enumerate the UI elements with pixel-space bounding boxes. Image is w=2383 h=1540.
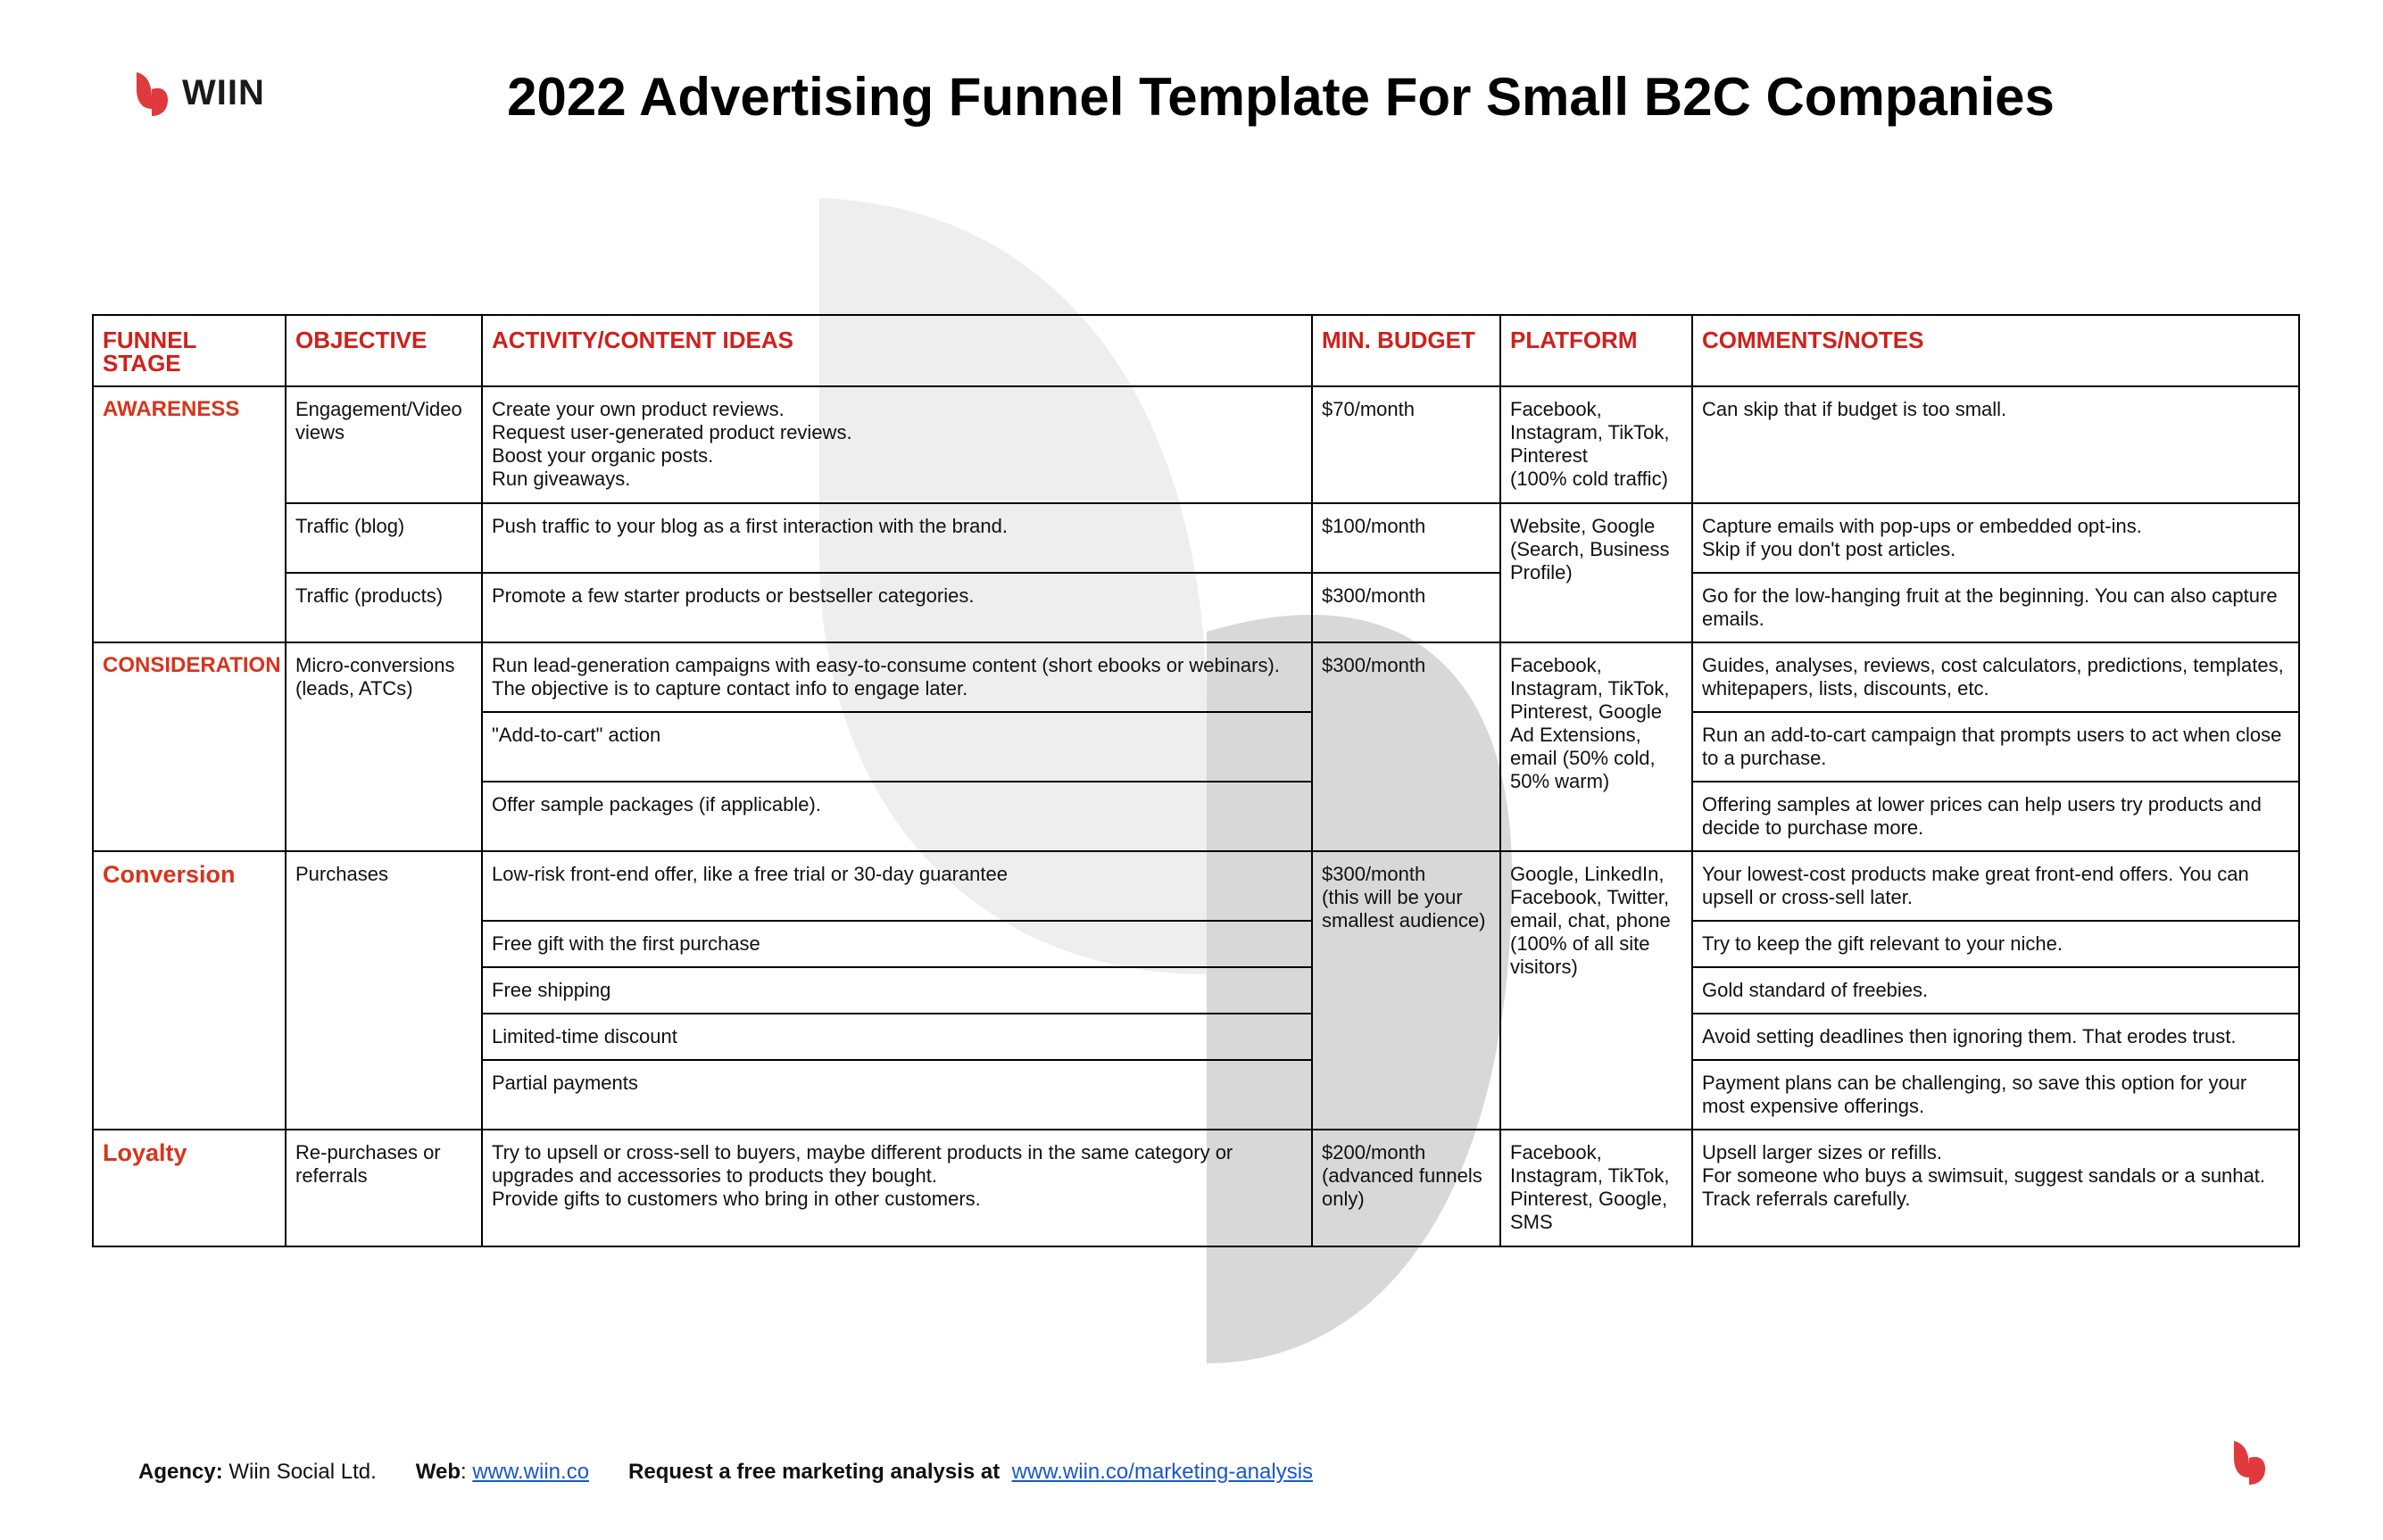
stage-label: CONSIDERATION bbox=[103, 653, 281, 677]
footer-agency: Agency: Wiin Social Ltd. bbox=[138, 1460, 377, 1484]
footer bbox=[138, 1460, 1313, 1485]
budget-cell: $300/month bbox=[1312, 573, 1500, 642]
table-row bbox=[93, 386, 2299, 503]
table-row bbox=[93, 573, 2299, 642]
objective-cell: Traffic (products) bbox=[286, 573, 482, 642]
header-comments: COMMENTS/NOTES bbox=[1692, 315, 2299, 386]
stage-cell-loyalty bbox=[93, 1130, 286, 1246]
stage-label: Loyalty bbox=[103, 1139, 187, 1166]
table-row bbox=[93, 503, 2299, 573]
activity-cell: Low-risk front-end offer, like a free trial or 30-day guarantee bbox=[482, 851, 1312, 921]
activity-cell: Try to upsell or cross-sell to buyers, maybe different products in the same category or upgrades and accessories to products they bought. Provide gifts to customers who bring in other customers. bbox=[482, 1130, 1312, 1246]
platform-cell: Facebook, Instagram, TikTok, Pinterest, Google, SMS bbox=[1500, 1130, 1692, 1246]
stage-label: AWARENESS bbox=[103, 397, 240, 421]
comment-cell: Try to keep the gift relevant to your niche. bbox=[1692, 921, 2299, 967]
comment-cell: Can skip that if budget is too small. bbox=[1692, 386, 2299, 503]
comment-cell: Go for the low-hanging fruit at the beginning. You can also capture emails. bbox=[1692, 573, 2299, 642]
objective-cell: Re-purchases or referrals bbox=[286, 1130, 482, 1246]
table-row bbox=[93, 1130, 2299, 1246]
budget-cell: $300/month (this will be your smallest audience) bbox=[1312, 851, 1500, 1130]
activity-cell: Create your own product reviews. Request user-generated product reviews. Boost your organic posts. Run giveaways. bbox=[482, 386, 1312, 503]
activity-cell: Free shipping bbox=[482, 967, 1312, 1014]
budget-cell: $100/month bbox=[1312, 503, 1500, 573]
activity-cell: "Add-to-cart" action bbox=[482, 712, 1312, 782]
stage-label: Conversion bbox=[103, 861, 236, 888]
objective-cell: Engagement/Video views bbox=[286, 386, 482, 503]
table-header-row bbox=[93, 315, 2299, 386]
wiin-leaf-icon bbox=[2231, 1438, 2267, 1485]
comment-cell: Upsell larger sizes or refills. For someone who buys a swimsuit, suggest sandals or a sunhat. Track referrals carefully. bbox=[1692, 1130, 2299, 1246]
comment-cell: Offering samples at lower prices can help users try products and decide to purchase more. bbox=[1692, 782, 2299, 851]
web-link[interactable]: www.wiin.co bbox=[472, 1460, 590, 1484]
page-title: 2022 Advertising Funnel Template For Small B2C Companies bbox=[507, 67, 2055, 127]
table-row bbox=[93, 642, 2299, 712]
stage-cell-awareness bbox=[93, 386, 286, 642]
table-row bbox=[93, 851, 2299, 921]
funnel-table bbox=[92, 314, 2300, 1247]
comment-cell: Guides, analyses, reviews, cost calculators, predictions, templates, whitepapers, lists, discounts, etc. bbox=[1692, 642, 2299, 712]
comment-cell: Avoid setting deadlines then ignoring them. That erodes trust. bbox=[1692, 1014, 2299, 1060]
budget-cell: $200/month (advanced funnels only) bbox=[1312, 1130, 1500, 1246]
objective-cell: Traffic (blog) bbox=[286, 503, 482, 573]
marketing-analysis-link[interactable]: www.wiin.co/marketing-analysis bbox=[1011, 1460, 1314, 1484]
comment-cell: Capture emails with pop-ups or embedded opt-ins. Skip if you don't post articles. bbox=[1692, 503, 2299, 573]
comment-cell: Gold standard of freebies. bbox=[1692, 967, 2299, 1014]
footer-request: Request a free marketing analysis at www.wiin.co/marketing-analysis bbox=[628, 1460, 1314, 1484]
budget-cell: $70/month bbox=[1312, 386, 1500, 503]
header-activity: ACTIVITY/CONTENT IDEAS bbox=[482, 315, 1312, 386]
header-min-budget: MIN. BUDGET bbox=[1312, 315, 1500, 386]
header-objective: OBJECTIVE bbox=[286, 315, 482, 386]
platform-cell: Website, Google (Search, Business Profile) bbox=[1500, 503, 1692, 642]
activity-cell: Push traffic to your blog as a first interaction with the brand. bbox=[482, 503, 1312, 573]
activity-cell: Promote a few starter products or bestseller categories. bbox=[482, 573, 1312, 642]
brand-name: WIIN bbox=[182, 72, 265, 112]
budget-cell: $300/month bbox=[1312, 642, 1500, 851]
comment-cell: Run an add-to-cart campaign that prompts users to act when close to a purchase. bbox=[1692, 712, 2299, 782]
comment-cell: Payment plans can be challenging, so save this option for your most expensive offerings. bbox=[1692, 1060, 2299, 1130]
footer-web: Web: www.wiin.co bbox=[415, 1460, 590, 1484]
platform-cell: Facebook, Instagram, TikTok, Pinterest, Google Ad Extensions, email (50% cold, 50% warm) bbox=[1500, 642, 1692, 851]
stage-cell-conversion bbox=[93, 851, 286, 1130]
activity-cell: Run lead-generation campaigns with easy-to-consume content (short ebooks or webinars). The objective is to capture contact info to engage later. bbox=[482, 642, 1312, 712]
platform-cell: Facebook, Instagram, TikTok, Pinterest (100% cold traffic) bbox=[1500, 386, 1692, 503]
comment-cell: Your lowest-cost products make great front-end offers. You can upsell or cross-sell later. bbox=[1692, 851, 2299, 921]
platform-cell: Google, LinkedIn, Facebook, Twitter, email, chat, phone (100% of all site visitors) bbox=[1500, 851, 1692, 1130]
header-funnel-stage: FUNNEL STAGE bbox=[93, 315, 286, 386]
activity-cell: Partial payments bbox=[482, 1060, 1312, 1130]
activity-cell: Offer sample packages (if applicable). bbox=[482, 782, 1312, 851]
objective-cell: Purchases bbox=[286, 851, 482, 1130]
objective-cell: Micro-conversions (leads, ATCs) bbox=[286, 642, 482, 851]
stage-cell-consideration bbox=[93, 642, 286, 851]
activity-cell: Limited-time discount bbox=[482, 1014, 1312, 1060]
activity-cell: Free gift with the first purchase bbox=[482, 921, 1312, 967]
header-platform: PLATFORM bbox=[1500, 315, 1692, 386]
